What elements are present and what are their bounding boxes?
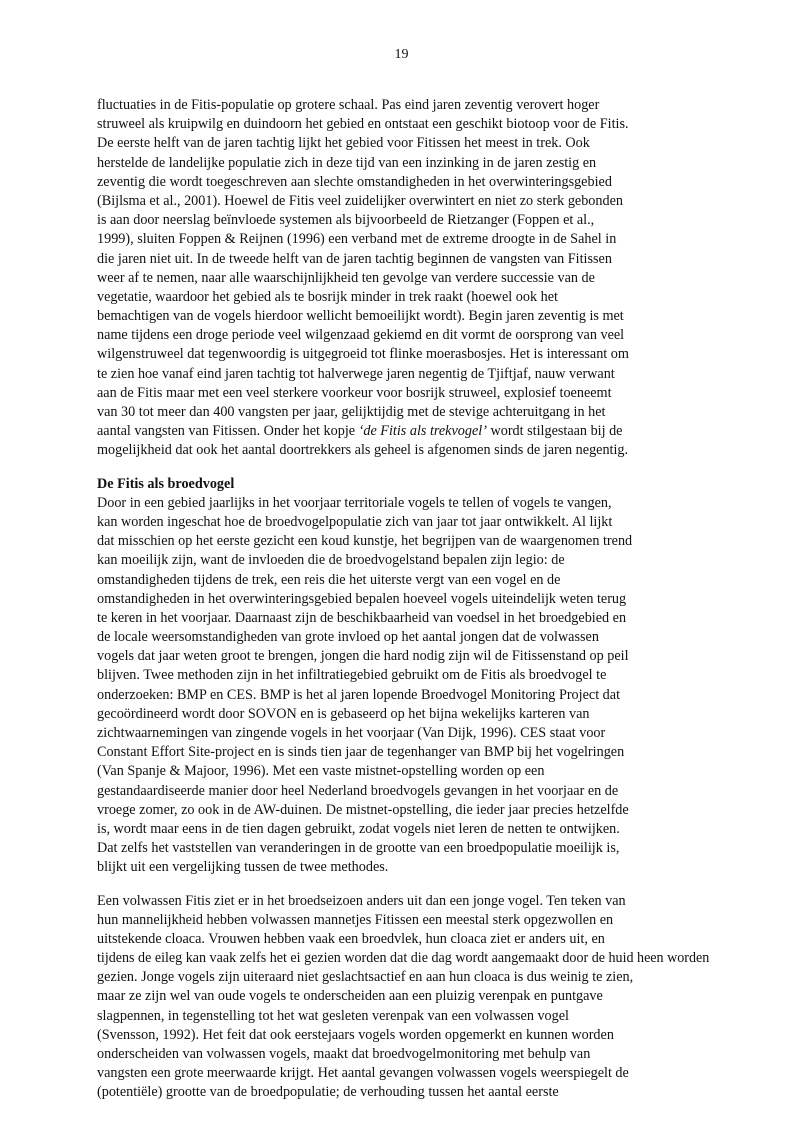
text-line: van 30 tot meer dan 400 vangsten per jaar, gelijktijdig met de stevige achteruitgang in het [97,404,606,420]
text-line: is, wordt maar eens in de tien dagen gebruikt, zodat vogels niet leren de netten te ontwijken. [97,820,620,837]
text-segment: wordt stilgestaan bij de [486,423,623,440]
text-line: vogels dat jaar weten groot te brengen, jongen die hard nodig zijn wil de Fitissenstand op peil [97,648,629,665]
text-line: gezien. Jonge vogels zijn uiteraard niet geslachtsactief en aan hun cloaca is dus weinig te zien, [97,969,634,986]
text-line: vroege zomer, zo ook in de AW-duinen. De mistnet-opstelling, die ieder jaar precies hetzelfde [97,801,629,818]
text-line: zeventig die wordt toegeschreven aan slechte omstandigheden in het overwinteringsgebied [97,173,612,190]
text-line: vegetatie, waardoor het gebied als te bosrijk minder in trek raakt (hoewel ook het [97,288,558,305]
text-line: te keren in het voorjaar. Daarnaast zijn de beschikbaarheid van voedsel in het broedgebied en [97,609,627,626]
text-line: weer af te nemen, naar alle waarschijnlijkheid ten gevolge van verdere successie van de [97,269,595,286]
paragraph-gap [97,878,709,892]
page-number: 19 [394,47,409,62]
paragraph-1 [97,96,709,461]
text-line: bemachtigen van de vogels hierdoor wellicht bemoeilijkt wordt). Begin jaren zeventig is met [97,308,624,325]
text-line: 1999), sluiten Foppen & Reijnen (1996) een verband met de extreme droogte in de Sahel in [97,231,617,248]
paragraph-2 [97,494,709,878]
text-line: die jaren niet uit. In de tweede helft van de jaren tachtig beginnen de vangsten van Fitissen [97,250,612,267]
text-segment: aantal vangsten van Fitissen. Onder het kopje [97,423,359,440]
text-line: zichtwaarnemingen van zingende vogels in het voorjaar (Van Dijk, 1996). CES staat voor [97,725,606,741]
text-line: mogelijkheid dat ook het aantal doortrekkers als geheel is afgenomen sinds de jaren negentig. [97,442,629,459]
text-line: slagpennen, in tegenstelling tot het wat gesleten verenpak van een volwassen vogel [97,1007,569,1024]
text-line: blijkt uit een vergelijking tussen de twee methodes. [97,859,389,876]
text-line: omstandigheden tijdens de trek, een reis die het uiterste vergt van een vogel en de [97,571,561,588]
body-text [97,96,709,1103]
text-line: (Van Spanje & Majoor, 1996). Met een vaste mistnet-opstelling worden op een [97,763,545,780]
text-line: dat misschien op het eerste gezicht een koud kunstje, het begrijpen van de waargenomen trend [97,533,633,550]
text-line: gecoördineerd wordt door SOVON en is gebaseerd op het bijna wekelijks karteren van [97,705,590,722]
text-line: Dat zelfs het vaststellen van veranderingen in de grootte van een broedpopulatie moeilijk is, [97,840,620,857]
text-line: de locale weersomstandigheden van grote invloed op het aantal jongen dat de volwassen [97,629,599,646]
paragraph-gap [97,461,709,475]
text-line: Door in een gebied jaarlijks in het voorjaar territoriale vogels te tellen of vogels te vangen, [97,494,612,511]
text-line: vangsten een grote meerwaarde krijgt. Het aantal gevangen volwassen vogels weerspiegelt de [97,1065,629,1082]
text-line: onderzoeken: BMP en CES. BMP is het al jaren lopende Broedvogel Monitoring Project dat [97,686,621,703]
text-line: te zien hoe vanaf eind jaren tachtig tot halverwege jaren negentig de Tjiftjaf, nauw verwant [97,365,615,382]
text-line: gestandaardiseerde manier door heel Nederland broedvogels gevangen in het voorjaar en de [97,782,619,799]
text-line: is aan door neerslag beïnvloede systemen als bijvoorbeeld de Rietzanger (Foppen et al., [97,212,595,229]
text-line: struweel als kruipwilg en duindoorn het gebied en ontstaat een geschikt biotoop voor de Fitis. [97,116,629,133]
text-line: onderscheiden van volwassen vogels, maakt dat broedvogelmonitoring met behulp van [97,1046,591,1062]
italic-reference: ‘de Fitis als trekvogel’ [358,423,487,440]
text-line: Een volwassen Fitis ziet er in het broedseizoen anders uit dan een jonge vogel. Ten teken van [97,892,626,909]
text-line: maar ze zijn wel van oude vogels te onderscheiden aan een pluizig verenpak en puntgave [97,988,603,1005]
text-line: hun mannelijkheid hebben volwassen mannetjes Fitissen een meestal sterk opgezwollen en [97,911,614,928]
paragraph-3 [97,892,709,1103]
text-line: kan moeilijk zijn, want de invloeden die de broedvogelstand bepalen zijn legio: de [97,552,565,569]
text-line: (potentiële) grootte van de broedpopulatie; de verhouding tussen het aantal eerste [97,1084,559,1101]
text-line: De eerste helft van de jaren tachtig lijkt het gebied voor Fitissen het meest in trek. Ook [97,135,590,152]
text-line: herstelde de landelijke populatie zich in deze tijd van een inzinking in de jaren zestig en [97,154,597,171]
text-line: kan worden ingeschat hoe de broedvogelpopulatie zich van jaar tot jaar ontwikkelt. Al lijkt [97,513,613,530]
text-line: uitstekende cloaca. Vrouwen hebben vaak een broedvlek, hun cloaca ziet er anders uit, en [97,930,605,947]
text-line: aan de Fitis maar met een veel sterkere voorkeur voor bosrijk struweel, explosief toeneemt [97,384,612,401]
text-line: tijdens de eileg kan vaak zelfs het ei gezien worden dat die dag wordt aangemaakt door de huid heen worden [97,950,710,967]
section-heading: De Fitis als broedvogel [97,475,235,492]
text-line: blijven. Twee methoden zijn in het infiltratiegebied gebruikt om de Fitis als broedvogel te [97,667,607,684]
text-line-with-italic [97,422,709,441]
text-line: fluctuaties in de Fitis-populatie op grotere schaal. Pas eind jaren zeventig verovert hoger [97,97,600,113]
text-line: wilgenstruweel dat tegenwoordig is uitgegroeid tot flinke moerasbosjes. Het is interessant om [97,346,629,363]
text-line: (Svensson, 1992). Het feit dat ook eerstejaars vogels worden opgemerkt en kunnen worden [97,1026,614,1043]
text-line: Constant Effort Site-project en is sinds tien jaar de tegenhanger van BMP bij het vogelringen [97,744,625,761]
text-line: name tijdens een droge periode veel wilgenzaad gekiemd en dit vormt de oorsprong van veel [97,327,625,344]
text-line: (Bijlsma et al., 2001). Hoewel de Fitis veel zuidelijker overwintert en niet zo sterk gebonden [97,192,623,209]
text-line: omstandigheden in het overwinteringsgebied bepalen hoeveel vogels uiteindelijk weten terug [97,590,627,607]
